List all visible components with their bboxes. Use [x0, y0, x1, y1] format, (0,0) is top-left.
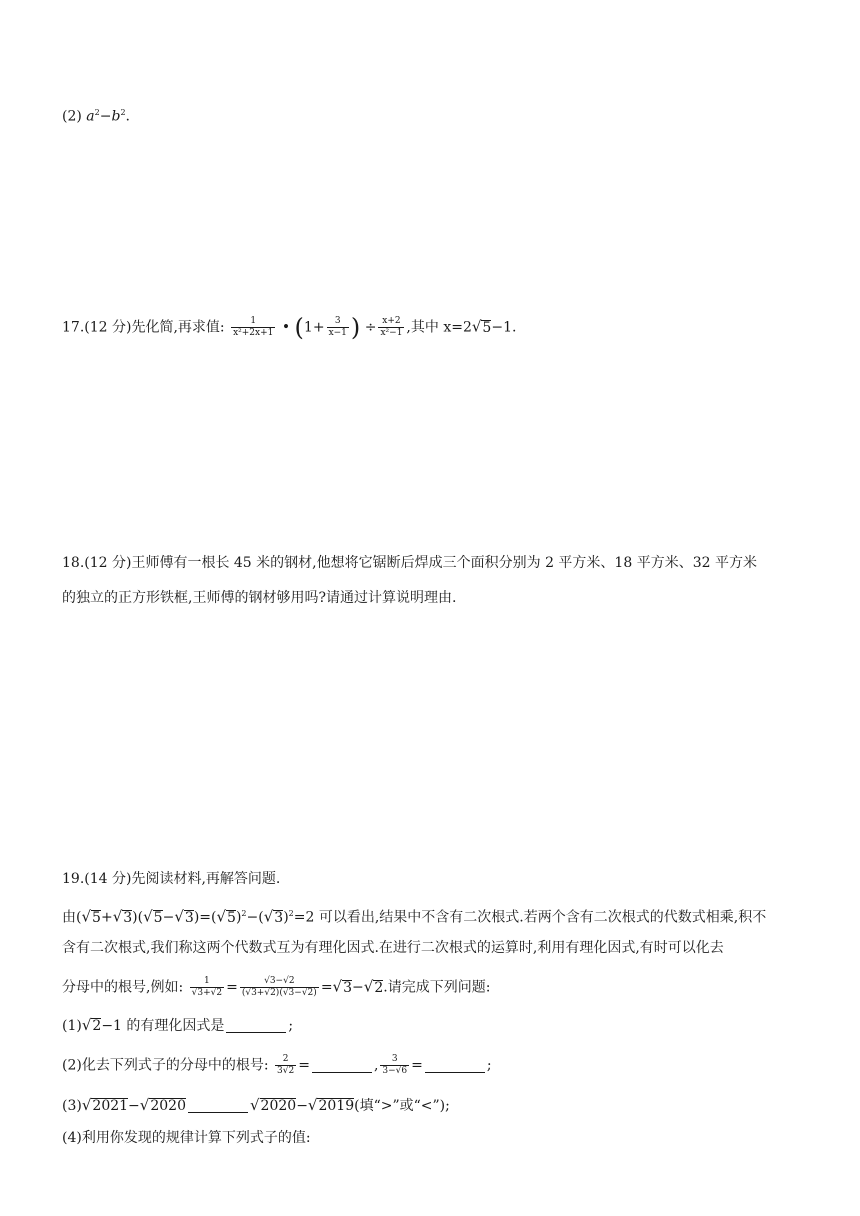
q16-part2: (2) $a^2-b^2$.	[62, 108, 130, 125]
q19-part3: (3)√2021−√2020 √2020−√2019(填“>”或“<”);	[62, 1096, 450, 1114]
q17-heading: 17.(12 分)先化简,再求值:	[62, 319, 225, 336]
q19-part2: (2)化去下列式子的分母中的根号: $\frac{2}{3√2}$ = , $\frac{3}{3-√6}$ = ;	[62, 1054, 492, 1076]
answer-blank-4[interactable]	[188, 1098, 248, 1113]
answer-blank-3[interactable]	[425, 1058, 485, 1073]
q17-fraction-2: $\frac{3}{x-1}$	[328, 316, 347, 338]
q17-fraction-1: $\frac{1}{\text{x²+2x+1}}$	[233, 316, 274, 338]
q18-line1: 18.(12 分)王师傅有一根长 45 米的钢材,他想将它锯断后焊成三个面积分别为 2 平方米、18 平方米、32 平方米	[62, 555, 757, 571]
q19-part4: (4)利用你发现的规律计算下列式子的值:	[62, 1130, 311, 1146]
q19-line2: 由$(√5+√3)(√5-√3)=(√5)^2-(√3)^2=2$ 可以看出,结果中不含有二次根式.若两个含有二次根式的代数式相乘,积不	[62, 907, 767, 926]
q19-line4: 分母中的根号,例如: $\frac{1}{√3+√2}$ = $\frac{√3-√2}{(√3+√2)(√3-√2)}$ =√3−√2.请完成下列问题:	[62, 976, 491, 998]
answer-blank-2[interactable]	[312, 1058, 372, 1073]
q17-fraction-3: $\frac{x+2}{\text{x²−1}}$	[380, 316, 403, 338]
q18-line2: 的独立的正方形铁框,王师傅的钢材够用吗?请通过计算说明理由.	[62, 590, 457, 606]
answer-blank-1[interactable]	[226, 1018, 286, 1033]
q19-line3: 含有二次根式,我们称这两个代数式互为有理化因式.在进行二次根式的运算时,利用有理化因式,有时可以化去	[62, 940, 724, 956]
q19-heading: 19.(14 分)先阅读材料,再解答问题.	[62, 871, 281, 887]
q19-part1: (1)√2−1 的有理化因式是 ;	[62, 1016, 294, 1034]
question-17: 17.(12 分)先化简,再求值: $\frac{1}{\text{x²+2x+1}}$ • (1+ $\frac{3}{x-1}$ ) ÷ $\frac{x+2}{\text{x²−1}}$ ,其中 x=2√5−1.	[62, 313, 517, 342]
